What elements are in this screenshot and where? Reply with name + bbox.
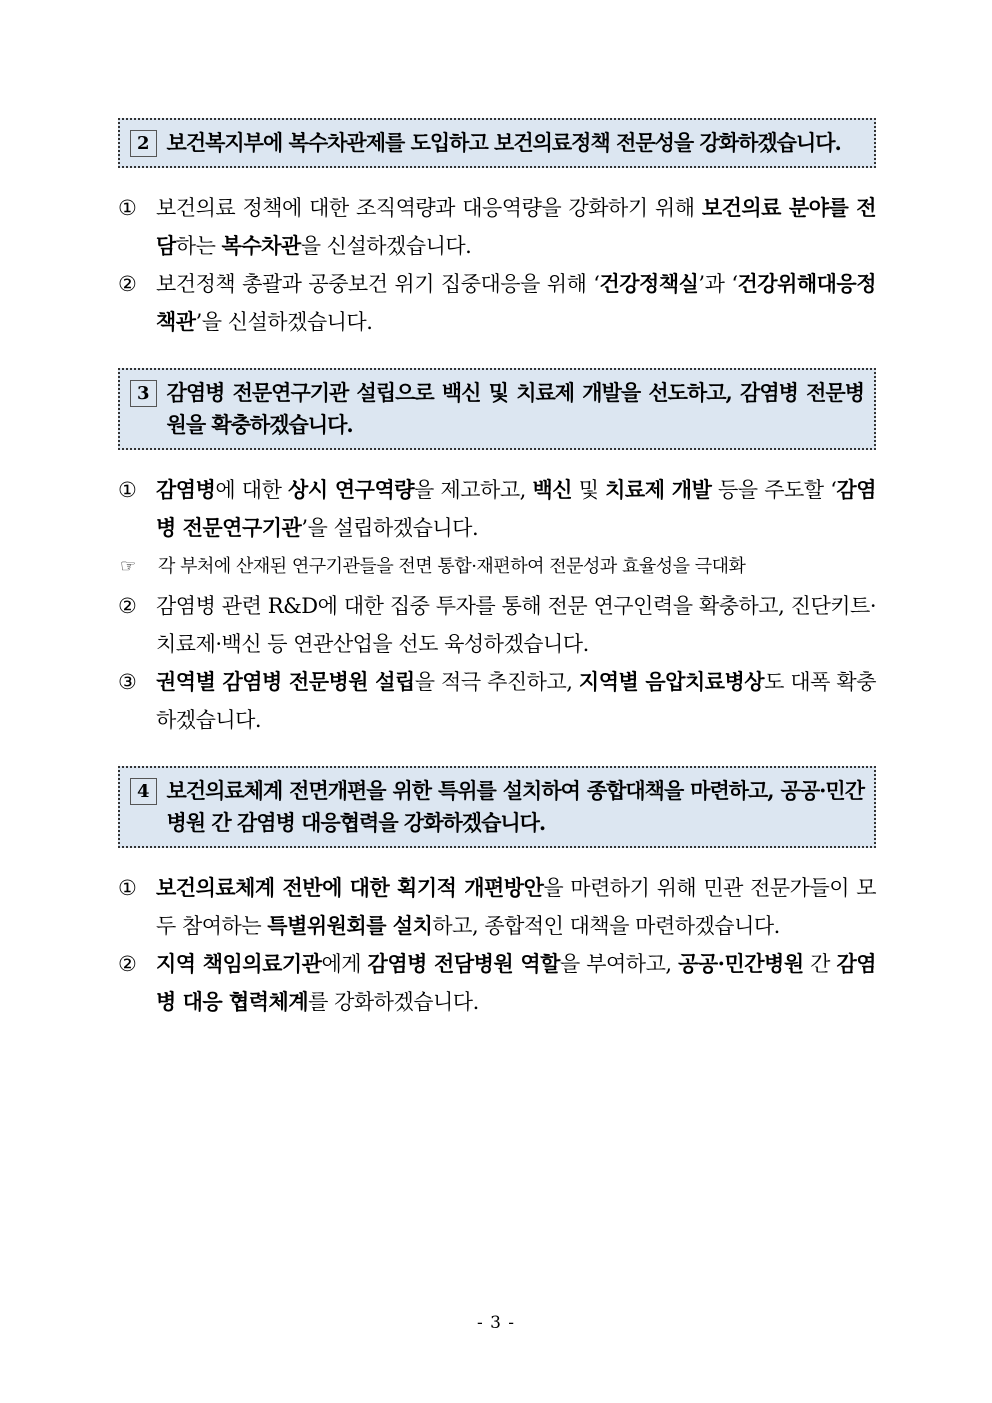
text-segment: 건강정책실 xyxy=(599,271,699,296)
text-segment: ’을 신설하겠습니다. xyxy=(195,310,373,334)
text-segment: 간 xyxy=(803,952,837,976)
item-text xyxy=(156,869,876,945)
section-2 xyxy=(118,118,876,341)
section-3-item-3 xyxy=(118,663,876,739)
section-2-header xyxy=(118,118,876,168)
text-segment: 을 신설하겠습니다. xyxy=(300,234,472,258)
item-text xyxy=(156,945,876,1021)
text-segment: 상시 연구역량 xyxy=(288,477,415,502)
text-segment: 감염병 관련 R&D에 대한 집중 투자를 통해 전문 연구인력을 확충하고, 진단키트·치료제·백신 등 연관산업을 선도 육성하겠습니다. xyxy=(156,594,876,656)
text-segment: 특별위원회를 설치 xyxy=(267,913,433,938)
text-segment: 보건의료체계 전반에 대한 획기적 개편방안 xyxy=(156,875,544,900)
circled-number-icon: ② xyxy=(118,952,137,976)
circled-number-icon: ② xyxy=(118,594,137,618)
section-2-item-2 xyxy=(118,265,876,341)
text-segment: 지역 책임의료기관 xyxy=(156,951,322,976)
item-text xyxy=(156,663,876,739)
section-3-item-2 xyxy=(118,587,876,663)
note-text xyxy=(158,547,876,587)
section-3-item-1 xyxy=(118,471,876,547)
section-4-header xyxy=(118,766,876,848)
page-content xyxy=(118,118,876,1048)
section-4-item-1 xyxy=(118,869,876,945)
circled-number-icon: ② xyxy=(118,272,137,296)
section-3 xyxy=(118,368,876,739)
text-segment: 권역별 감염병 전문병원 설립 xyxy=(156,669,415,694)
section-3-number-box: 3 xyxy=(130,380,157,407)
text-segment: 보건정책 총괄과 공중보건 위기 집중대응을 위해 ‘ xyxy=(156,272,600,296)
text-segment: 을 마련하기 위해 민관 전문가들이 모두 참여하는 xyxy=(156,876,876,938)
text-segment: 복수차관 xyxy=(221,233,301,258)
item-text xyxy=(156,189,876,265)
section-4-title: 보건의료체계 전면개편을 위한 특위를 설치하여 종합대책을 마련하고, 공공·민간병원 간 감염병 대응협력을 강화하겠습니다. xyxy=(166,778,864,835)
text-segment: ’과 ‘ xyxy=(698,272,738,296)
section-3-title: 감염병 전문연구기관 설립으로 백신 및 치료제 개발을 선도하고, 감염병 전문병원을 확충하겠습니다. xyxy=(166,380,864,437)
text-segment: 을 제고하고, xyxy=(414,478,533,502)
item-text xyxy=(156,587,876,663)
section-4-number-box: 4 xyxy=(130,778,157,805)
text-segment: 감염병 전문연구기관 xyxy=(156,477,876,540)
text-segment: 등을 주도할 ‘ xyxy=(711,478,837,502)
section-4 xyxy=(118,766,876,1021)
page-number: - 3 - xyxy=(476,1313,516,1333)
circled-number-icon: ③ xyxy=(118,670,137,694)
section-2-number-box: 2 xyxy=(130,130,157,157)
text-segment: 하는 xyxy=(175,234,222,258)
pointing-hand-icon: ☞ xyxy=(120,556,136,577)
circled-number-icon: ① xyxy=(118,196,137,220)
text-segment: 을 적극 추진하고, xyxy=(414,670,579,694)
text-segment: 감염병 대응 협력체계 xyxy=(156,951,877,1014)
circled-number-icon: ① xyxy=(118,478,137,502)
section-2-title: 보건복지부에 복수차관제를 도입하고 보건의료정책 전문성을 강화하겠습니다. xyxy=(166,130,841,155)
text-segment: 치료제 개발 xyxy=(605,477,712,502)
text-segment: 백신 xyxy=(532,477,573,502)
text-segment: 지역별 음압치료병상 xyxy=(578,669,765,694)
text-segment: 감염병 xyxy=(156,477,216,502)
text-segment: 도 대폭 확충하겠습니다. xyxy=(156,670,877,732)
text-segment: 감염병 전담병원 역할 xyxy=(367,951,560,976)
text-segment: 에게 xyxy=(321,952,368,976)
section-3-note xyxy=(118,547,876,587)
text-segment: 보건의료 정책에 대한 조직역량과 대응역량을 강화하기 위해 xyxy=(156,196,702,220)
item-text xyxy=(156,471,876,547)
section-2-item-1 xyxy=(118,189,876,265)
text-segment: 및 xyxy=(572,478,606,502)
text-segment: 에 대한 xyxy=(215,478,289,502)
section-4-item-2 xyxy=(118,945,876,1021)
text-segment: 을 부여하고, xyxy=(559,952,679,976)
text-segment: 공공·민간병원 xyxy=(678,951,804,976)
text-segment: 하고, 종합적인 대책을 마련하겠습니다. xyxy=(432,914,780,938)
text-segment: 보건의료 분야를 전담 xyxy=(156,195,876,258)
section-3-header xyxy=(118,368,876,450)
circled-number-icon: ① xyxy=(118,876,137,900)
text-segment: 각 부처에 산재된 연구기관들을 전면 통합·재편하여 전문성과 효율성을 극대화 xyxy=(158,556,746,577)
text-segment: ’을 설립하겠습니다. xyxy=(301,516,479,540)
item-text xyxy=(156,265,876,341)
text-segment: 건강위해대응정책관 xyxy=(156,271,877,334)
text-segment: 를 강화하겠습니다. xyxy=(308,990,479,1014)
